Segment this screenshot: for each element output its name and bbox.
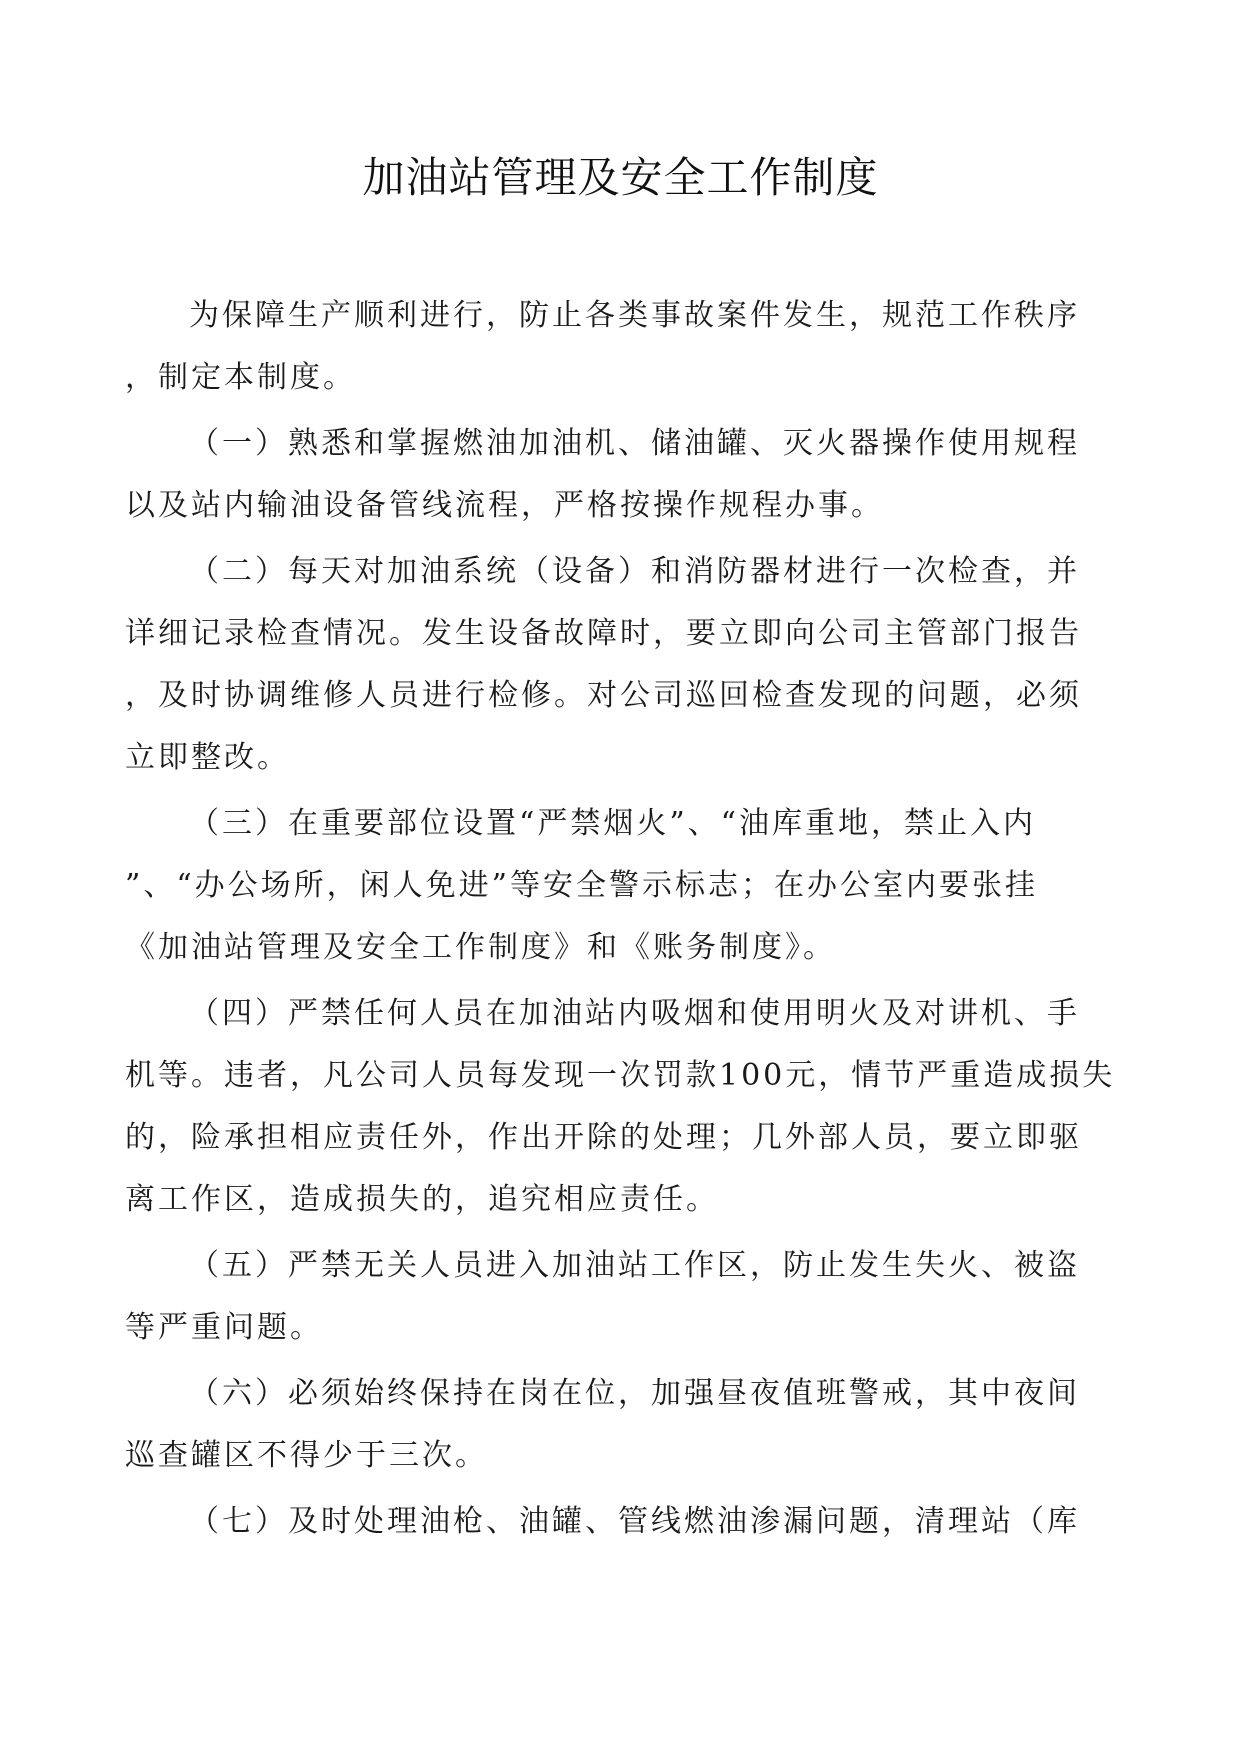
text-line: 巡查罐区不得少于三次。 — [125, 1438, 488, 1473]
text-line: （三）在重要部位设置“严禁烟火”、“油库重地，禁止入内 — [189, 806, 1037, 841]
text-line: ”、“办公场所，闲人免进”等安全警示标志；在办公室内要张挂 — [125, 868, 1039, 903]
text-line: 立即整改。 — [125, 740, 290, 775]
document-body — [125, 285, 1116, 1553]
text-line: 详细记录检查情况。发生设备故障时，要立即向公司主管部门报告 — [125, 616, 1082, 651]
text-line: （六）必须始终保持在岗在位，加强昼夜值班警戒，其中夜间 — [189, 1376, 1080, 1411]
text-line: （一）熟悉和掌握燃油加油机、储油罐、灭火器操作使用规程 — [189, 426, 1080, 461]
text-line: 为保障生产顺利进行，防止各类事故案件发生，规范工作秩序 — [189, 298, 1080, 333]
text-line: （七）及时处理油枪、油罐、管线燃油渗漏问题，清理站（库 — [189, 1504, 1080, 1539]
text-line: 以及站内输油设备管线流程，严格按操作规程办事。 — [125, 488, 884, 523]
text-line: 等严重问题。 — [125, 1310, 323, 1345]
text-line: 机等。违者，凡公司人员每发现一次罚款100元，情节严重造成损失 — [125, 1058, 1116, 1093]
text-line: ，及时协调维修人员进行检修。对公司巡回检查发现的问题，必须 — [125, 678, 1082, 713]
text-line: （四）严禁任何人员在加油站内吸烟和使用明火及对讲机、手 — [189, 996, 1080, 1031]
document-title: 加油站管理及安全工作制度 — [362, 153, 879, 202]
text-line: ，制定本制度。 — [125, 360, 356, 395]
text-line: （二）每天对加油系统（设备）和消防器材进行一次检查，并 — [189, 554, 1080, 589]
text-line: 的，险承担相应责任外，作出开除的处理；几外部人员，要立即驱 — [125, 1120, 1082, 1155]
text-line: 《加油站管理及安全工作制度》和《账务制度》。 — [125, 930, 836, 965]
text-line: （五）严禁无关人员进入加油站工作区，防止发生失火、被盗 — [189, 1248, 1080, 1283]
text-line: 离工作区，造成损失的，追究相应责任。 — [125, 1182, 719, 1217]
